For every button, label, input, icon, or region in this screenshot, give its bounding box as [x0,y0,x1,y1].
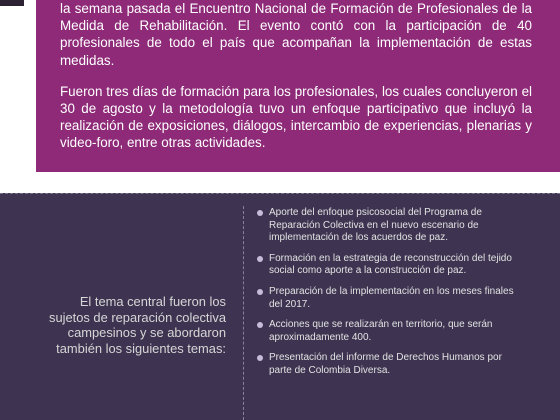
bullet-icon [257,289,263,295]
event-description-text [60,0,532,152]
topic-text: Acciones que se realizarán en territorio, que serán aproximadamente 400. [269,319,493,343]
panel-dashed-edge [0,193,560,196]
topic-text: Preparación de la implementación en los meses finales del 2017. [269,285,514,310]
bullet-icon [257,322,263,328]
event-description-panel [36,0,560,172]
header-dark-strip [0,0,24,6]
paragraph-methodology: Fueron tres días de formación para los profesionales, los cuales concluyeron el 30 de agosto y la metodología tuvo un enfoque participativo que incluyó la realización de exposiciones, diálogos, intercambio de experiencias, plenarias y video-foro, entre otras actividades. [60,83,532,151]
bullet-icon [257,355,263,361]
topic-item [256,352,526,377]
topic-text: Formación en la estrategia de reconstrucción del tejido social como aporte a la construcción de paz. [269,252,512,277]
topics-intro-text: El tema central fueron los sujetos de reparación colectiva campesinos y se abordaron también los siguientes temas: [49,294,226,356]
topic-item [256,207,526,245]
dashed-divider [243,206,244,420]
topics-panel [0,193,560,420]
bullet-icon [257,256,263,262]
topic-item [256,253,526,278]
topic-text: Presentación del informe de Derechos Humanos por parte de Colombia Diversa. [269,352,502,376]
topics-list [256,207,526,386]
topic-item [256,319,526,344]
topic-text: Aporte del enfoque psicosocial del Programa de Reparación Colectiva en el nuevo escenario de implementación de los acuerdos de paz. [269,207,482,244]
bullet-icon [257,210,263,216]
paragraph-event-summary: la semana pasada el Encuentro Nacional de Formación de Profesionales de la Medida de Rehabilitación. El evento contó con la participación de 40 profesionales de todo el país que acompañan la implementación de estas medidas. [60,1,532,68]
topic-item [256,286,526,311]
